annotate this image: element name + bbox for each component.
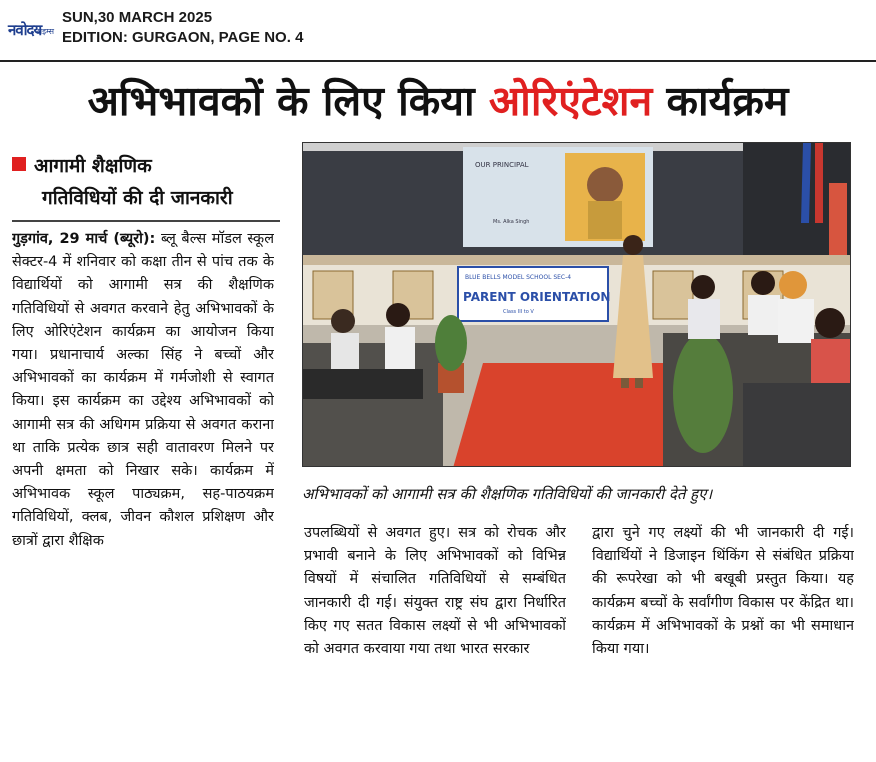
- edition-info: [62, 8, 303, 48]
- subheading: [12, 150, 282, 214]
- masthead: [0, 0, 876, 62]
- logo-text: नवोदय: [8, 21, 42, 39]
- event-photo: [302, 142, 851, 467]
- column-divider: [12, 220, 280, 222]
- headline-part1: अभिभावकों के लिए किया: [87, 77, 489, 125]
- headline-part2: कार्यक्रम: [652, 77, 789, 125]
- column-1-text: ब्लू बैल्स मॉडल स्कूल सेक्टर-4 में शनिवार को कक्षा तीन से पांच तक के विद्यार्थियों को आगामी सत्र की शैक्षणिक गतिविधियों से अवगत करवाने हेतु अभिभावकों के लिए ओरिएंटेशन कार्यक्रम का आयोजन किया गया। प्रधानाचार्य अल्का सिंह ने बच्चों और अभिभावकों का कार्यक्रम में गर्मजोशी से स्वागत किया। इस कार्यक्रम का उद्देश्य अभिभावकों को आगामी सत्र की अधिगम प्रक्रिया से अवगत कराना था ताकि प्रत्येक छात्र सही वातावरण मिलने पर अपनी क्षमता को निखार सके। कार्यक्रम में अभिभावक स्कूल पाठ्यक्रम, सह-पाठयक्रम गतिविधियों, क्लब, जीवन कौशल प्रशिक्षण और छात्रों द्वारा शैक्षिक: [12, 231, 274, 549]
- article-column-2: उपलब्धियों से अवगत हुए। सत्र को रोचक और प्रभावी बनाने के लिए अभिभावकों को विभिन्न विषयों में संचालित गतिविधियों से सम्बंधित जानकारी दी गई। संयुक्त राष्ट्र संघ द्वारा निर्धारित किए गए सतत विकास लक्ष्यों से भी अभिभावकों को अवगत करवाया गया तथा भारत सरकार: [304, 525, 566, 658]
- publication-date: SUN,30 MARCH 2025: [62, 9, 213, 26]
- banner-school: BLUE BELLS MODEL SCHOOL SEC-4: [465, 274, 572, 281]
- subheading-line2: गतिविधियों की दी जानकारी: [42, 187, 233, 209]
- banner-title: PARENT ORIENTATION: [463, 290, 611, 304]
- red-square-icon: [12, 157, 26, 171]
- banner-sub: Class III to V: [503, 309, 534, 315]
- article-column-3: द्वारा चुने गए लक्ष्यों की भी जानकारी दी गई। विद्यार्थियों ने डिजाइन थिंकिंग से संबंधित प्रक्रिया की रूपरेखा को भी बखूबी प्रस्तुत किया। यह कार्यक्रम बच्चों के सर्वांगीण विकास पर केंद्रित था। कार्यक्रम में अभिभावकों के प्रश्नों का भी समाधान किया गया।: [592, 525, 854, 658]
- event-photo-illustration: [303, 143, 851, 467]
- newspaper-logo: [8, 16, 54, 42]
- subheading-line1: आगामी शैक्षणिक: [34, 155, 152, 177]
- slide-title: OUR PRINCIPAL: [475, 161, 529, 169]
- photo-caption: अभिभावकों को आगामी सत्र की शैक्षणिक गतिविधियों की जानकारी देते हुए।: [302, 485, 713, 503]
- slide-name: Ms. Alka Singh: [493, 219, 530, 225]
- logo-sub-text: टाइम्स: [36, 27, 55, 36]
- edition-line: EDITION: GURGAON, PAGE NO. 4: [62, 29, 304, 46]
- headline: [0, 72, 876, 128]
- article-column-1: [12, 228, 274, 758]
- dateline: गुड़गांव, 29 मार्च (ब्यूरो):: [12, 231, 156, 247]
- headline-highlight: ओरिएंटेशन: [488, 77, 653, 125]
